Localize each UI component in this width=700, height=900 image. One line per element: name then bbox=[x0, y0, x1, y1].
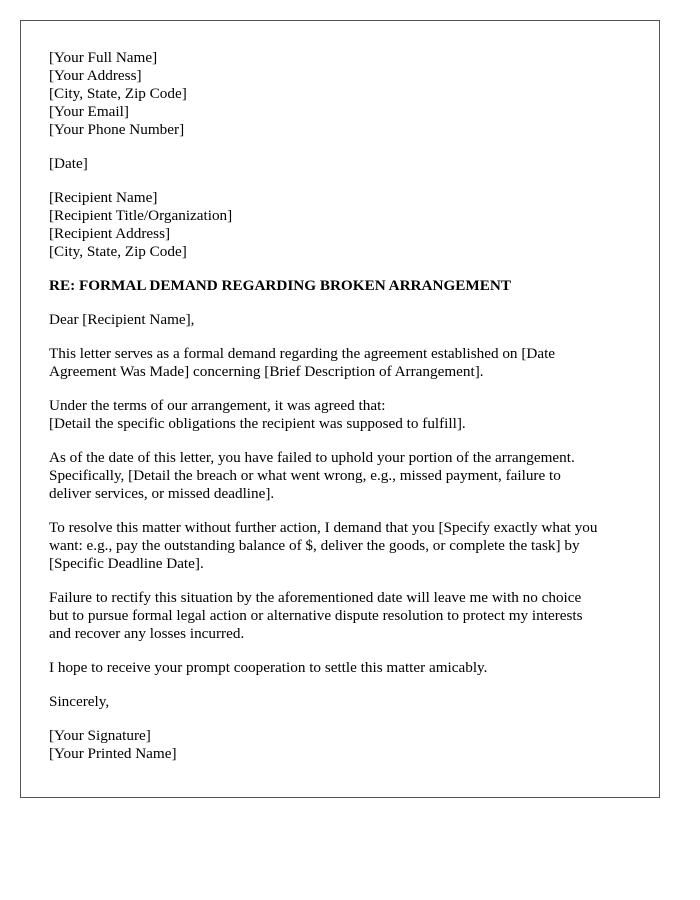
paragraph-line: deliver services, or missed deadline]. bbox=[49, 485, 275, 502]
paragraph-line: but to pursue formal legal action or alternative dispute resolution to protect my interests bbox=[49, 607, 583, 624]
paragraph-line: Agreement Was Made] concerning [Brief Description of Arrangement]. bbox=[49, 363, 484, 380]
paragraph-line: To resolve this matter without further action, I demand that you [Specify exactly what you bbox=[49, 519, 598, 536]
paragraph-line: As of the date of this letter, you have failed to uphold your portion of the arrangement. bbox=[49, 449, 575, 466]
recipient-block bbox=[49, 189, 639, 261]
paragraph-line: Under the terms of our arrangement, it was agreed that: bbox=[49, 397, 386, 414]
sender-phone: [Your Phone Number] bbox=[49, 121, 185, 138]
signature-block bbox=[49, 727, 639, 763]
recipient-city-state-zip: [City, State, Zip Code] bbox=[49, 243, 187, 260]
signature-line: [Your Signature] bbox=[49, 727, 151, 744]
sender-address: [Your Address] bbox=[49, 67, 142, 84]
sender-city-state-zip: [City, State, Zip Code] bbox=[49, 85, 187, 102]
letter-content bbox=[49, 49, 639, 779]
body-paragraph-1 bbox=[49, 345, 639, 381]
body-paragraph-4 bbox=[49, 519, 639, 573]
body-paragraph-3 bbox=[49, 449, 639, 503]
recipient-address: [Recipient Address] bbox=[49, 225, 171, 242]
paragraph-line: I hope to receive your prompt cooperation to settle this matter amicably. bbox=[49, 659, 488, 676]
recipient-title-org: [Recipient Title/Organization] bbox=[49, 207, 233, 224]
body-paragraph-5 bbox=[49, 589, 639, 643]
closing: Sincerely, bbox=[49, 693, 110, 710]
paragraph-line: [Detail the specific obligations the recipient was supposed to fulfill]. bbox=[49, 415, 466, 432]
body-paragraph-2 bbox=[49, 397, 639, 433]
sender-email: [Your Email] bbox=[49, 103, 129, 120]
subject-line: RE: FORMAL DEMAND REGARDING BROKEN ARRANGEMENT bbox=[49, 277, 511, 294]
paragraph-line: [Specific Deadline Date]. bbox=[49, 555, 204, 572]
letter-date: [Date] bbox=[49, 155, 88, 172]
sender-block bbox=[49, 49, 639, 139]
salutation: Dear [Recipient Name], bbox=[49, 311, 195, 328]
paragraph-line: Specifically, [Detail the breach or what went wrong, e.g., missed payment, failure to bbox=[49, 467, 561, 484]
body-paragraph-6 bbox=[49, 659, 639, 677]
paragraph-line: This letter serves as a formal demand regarding the agreement established on [Date bbox=[49, 345, 556, 362]
date-block bbox=[49, 155, 639, 173]
recipient-name: [Recipient Name] bbox=[49, 189, 158, 206]
printed-name: [Your Printed Name] bbox=[49, 745, 177, 762]
sender-name: [Your Full Name] bbox=[49, 49, 158, 66]
paragraph-line: want: e.g., pay the outstanding balance of $, deliver the goods, or complete the task] by bbox=[49, 537, 580, 554]
paragraph-line: and recover any losses incurred. bbox=[49, 625, 245, 642]
letter-page bbox=[20, 20, 660, 798]
paragraph-line: Failure to rectify this situation by the aforementioned date will leave me with no choice bbox=[49, 589, 582, 606]
